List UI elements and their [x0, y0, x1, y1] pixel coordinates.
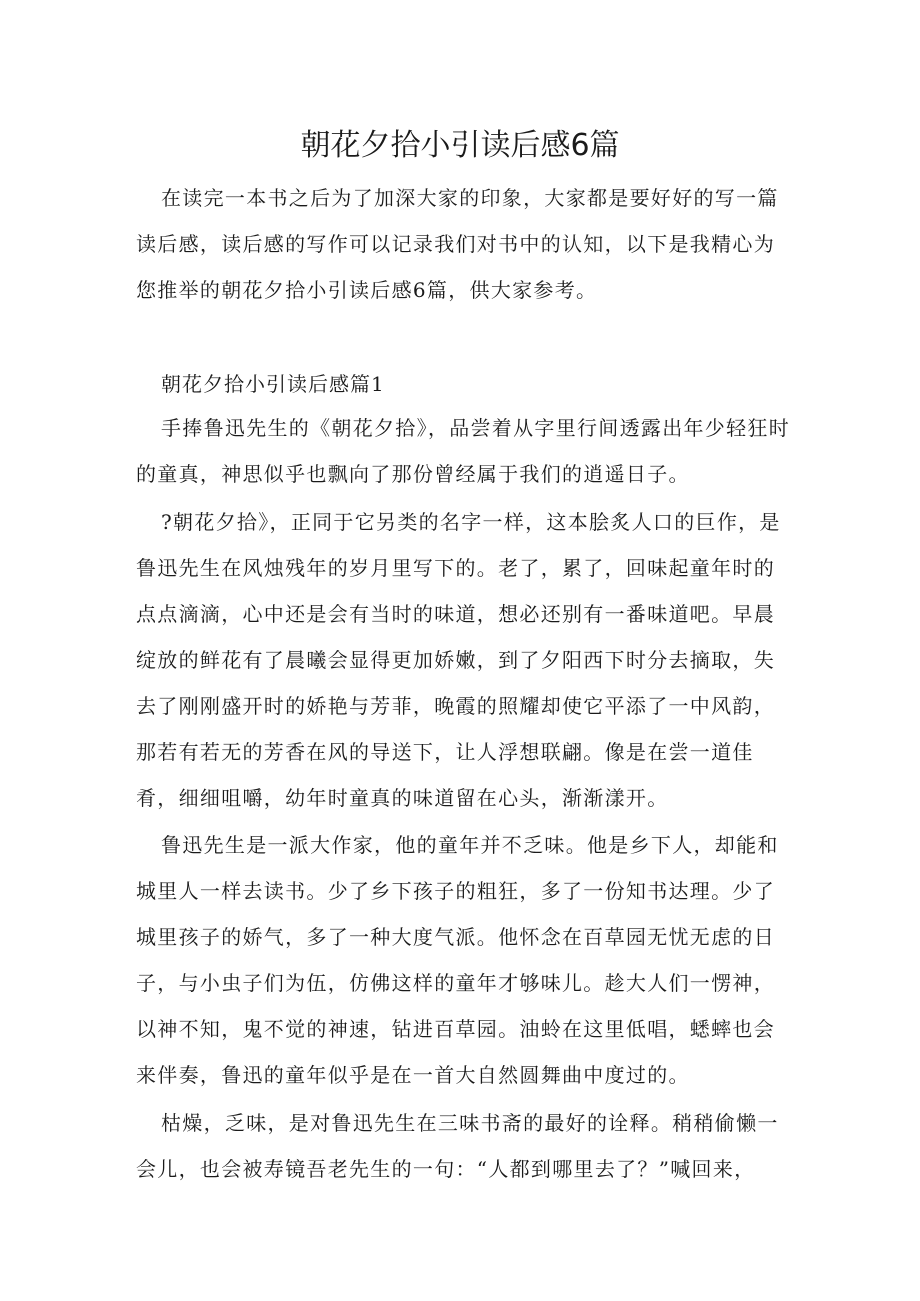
section-heading: 朝花夕拾小引读后感篇1 — [161, 372, 385, 396]
body-paragraph-2: ?朝花夕拾》，正同于它另类的名字一样，这本脍炙人口的巨作，是鲁迅先生在风烛残年的岁月里写下的。老了，累了，回味起童年时的点点滴滴，心中还是会有当时的味道，想必还别有一番味道吧。早晨绽放的鲜花有了晨曦会显得更加娇嫩，到了夕阳西下时分去摘取，失去了刚刚盛开时的娇艳与芳菲，晚霞的照耀却使它平添了一中风韵，那若有若无的芳香在风的导送下，让人浮想联翩。像是在尝一道佳肴，细细咀嚼，幼年时童真的味道留在心头，渐渐漾开。 — [136, 510, 781, 810]
body-paragraph-4: 枯燥，乏味，是对鲁迅先生在三味书斋的最好的诠释。稍稍偷懒一会儿，也会被寿镜吾老先生的一句：“人都到哪里去了？”喊回来， — [136, 1111, 779, 1181]
body-paragraph-3: 鲁迅先生是一派大作家，他的童年并不乏味。他是乡下人，却能和城里人一样去读书。少了乡下孩子的粗狂，多了一份知书达理。少了城里孩子的娇气，多了一种大度气派。他怀念在百草园无忧无虑的日子，与小虫子们为伍，仿佛这样的童年才够味儿。趁大人们一愣神，以神不知，鬼不觉的神速，钻进百草园。油蛉在这里低唱，蟋蟀也会来伴奏，鲁迅的童年似乎是在一首大自然圆舞曲中度过的。 — [136, 833, 779, 1087]
body-paragraph-1: 手捧鲁迅先生的《朝花夕拾》，品尝着从字里行间透露出年少轻狂时的童真，神思似乎也飘向了那份曾经属于我们的逍遥日子。 — [136, 416, 790, 486]
document-title: 朝花夕拾小引读后感6篇 — [300, 128, 620, 163]
intro-paragraph: 在读完一本书之后为了加深大家的印象，大家都是要好好的写一篇读后感，读后感的写作可以记录我们对书中的认知，以下是我精心为您推举的朝花夕拾小引读后感6篇，供大家参考。 — [136, 186, 779, 302]
